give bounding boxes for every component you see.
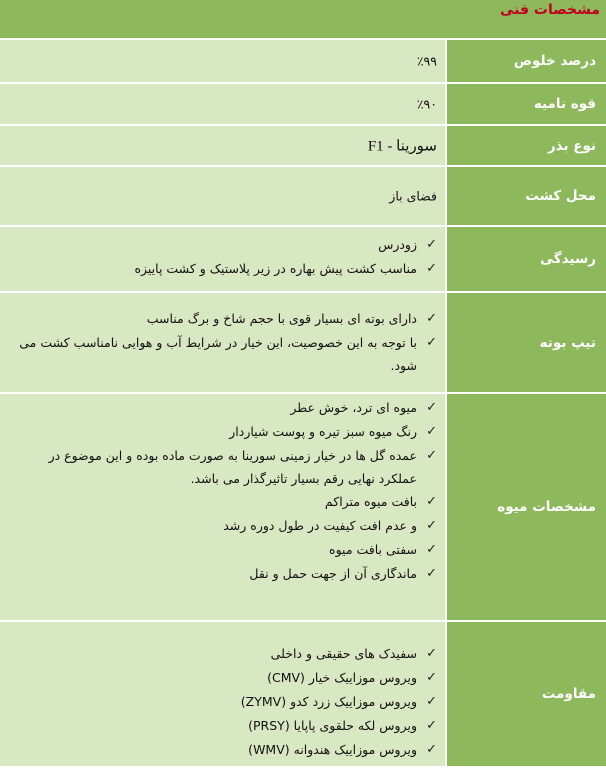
row-value-cell	[0, 227, 445, 293]
seed-type-value: سورینا - F1	[367, 138, 437, 154]
check-mark-icon: ✓	[426, 448, 437, 463]
purity-value: ٪۹۹	[416, 53, 437, 69]
table-title: مشخصات فنی	[499, 2, 600, 18]
check-mark-icon: ✓	[426, 670, 437, 685]
row-label: نوع بذر	[445, 126, 606, 167]
list-item: ✓ زودرس	[10, 233, 439, 257]
row-label: قوه نامیه	[445, 84, 606, 126]
list-item: ✓ عمده گل ها در خیار زمینی سورینا به صورت ماده بوده و این موضوع در عملکرد نهایی رقم بسیار تاثیرگذار می باشد.	[10, 444, 439, 490]
row-value-cell	[0, 40, 445, 84]
check-mark-icon: ✓	[426, 237, 437, 252]
row-value-cell	[0, 126, 445, 167]
list-item: ✓ ویروس لکه حلقوی پاپایا (PRSY)	[10, 714, 439, 738]
row-purity	[0, 40, 606, 84]
check-mark-icon: ✓	[426, 718, 437, 733]
row-label: مقاومت	[445, 622, 606, 768]
plant-type-list	[10, 307, 439, 377]
resistance-list	[10, 642, 439, 762]
check-mark-icon: ✓	[426, 566, 437, 581]
list-item: ✓ ماندگاری آن از جهت حمل و نقل	[10, 562, 439, 586]
list-item: ✓ مناسب کشت پیش بهاره در زیر پلاستیک و کشت پاییزه	[10, 257, 439, 281]
cultivation-place-value: فضای باز	[389, 188, 437, 204]
list-item: ✓ ویروس موزاییک هندوانه (WMV)	[10, 738, 439, 762]
row-fruit-specs	[0, 394, 606, 622]
list-item: ✓ ویروس موزاییک زرد کدو (ZYMV)	[10, 690, 439, 714]
check-mark-icon: ✓	[426, 542, 437, 557]
list-item: ✓ سفیدک های حقیقی و داخلی	[10, 642, 439, 666]
germination-value: ٪۹۰	[416, 96, 437, 112]
check-mark-icon: ✓	[426, 646, 437, 661]
check-mark-icon: ✓	[426, 694, 437, 709]
list-item: ✓ با توجه به این خصوصیت، این خیار در شرایط آب و هوایی نامناسب کشت می شود.	[10, 331, 439, 377]
maturity-list	[10, 233, 439, 281]
check-mark-icon: ✓	[426, 311, 437, 326]
check-mark-icon: ✓	[426, 742, 437, 757]
table-header	[0, 0, 606, 40]
row-label: درصد خلوص	[445, 40, 606, 84]
check-mark-icon: ✓	[426, 494, 437, 509]
row-value-cell	[0, 167, 445, 227]
row-label: رسیدگی	[445, 227, 606, 293]
list-item: ✓ سفتی بافت میوه	[10, 538, 439, 562]
list-item: ✓ و عدم افت کیفیت در طول دوره رشد	[10, 514, 439, 538]
check-mark-icon: ✓	[426, 400, 437, 415]
row-germination	[0, 84, 606, 126]
row-resistance	[0, 622, 606, 768]
list-item: ✓ رنگ میوه سبز تیره و پوست شیاردار	[10, 420, 439, 444]
fruit-specs-list	[10, 396, 439, 586]
check-mark-icon: ✓	[426, 335, 437, 350]
row-value-cell	[0, 293, 445, 394]
row-value-cell	[0, 84, 445, 126]
list-item: ✓ بافت میوه متراکم	[10, 490, 439, 514]
list-item: ✓ میوه ای ترد، خوش عطر	[10, 396, 439, 420]
row-label: محل کشت	[445, 167, 606, 227]
row-seed-type	[0, 126, 606, 167]
check-mark-icon: ✓	[426, 518, 437, 533]
row-maturity	[0, 227, 606, 293]
list-item: ✓ ویروس موزاییک خیار (CMV)	[10, 666, 439, 690]
list-item: ✓ دارای بوته ای بسیار قوی با حجم شاخ و برگ مناسب	[10, 307, 439, 331]
row-value-cell	[0, 622, 445, 768]
row-label: تیپ بوته	[445, 293, 606, 394]
row-cultivation-place	[0, 167, 606, 227]
row-value-cell	[0, 394, 445, 622]
check-mark-icon: ✓	[426, 261, 437, 276]
row-label: مشخصات میوه	[445, 394, 606, 622]
check-mark-icon: ✓	[426, 424, 437, 439]
row-plant-type	[0, 293, 606, 394]
